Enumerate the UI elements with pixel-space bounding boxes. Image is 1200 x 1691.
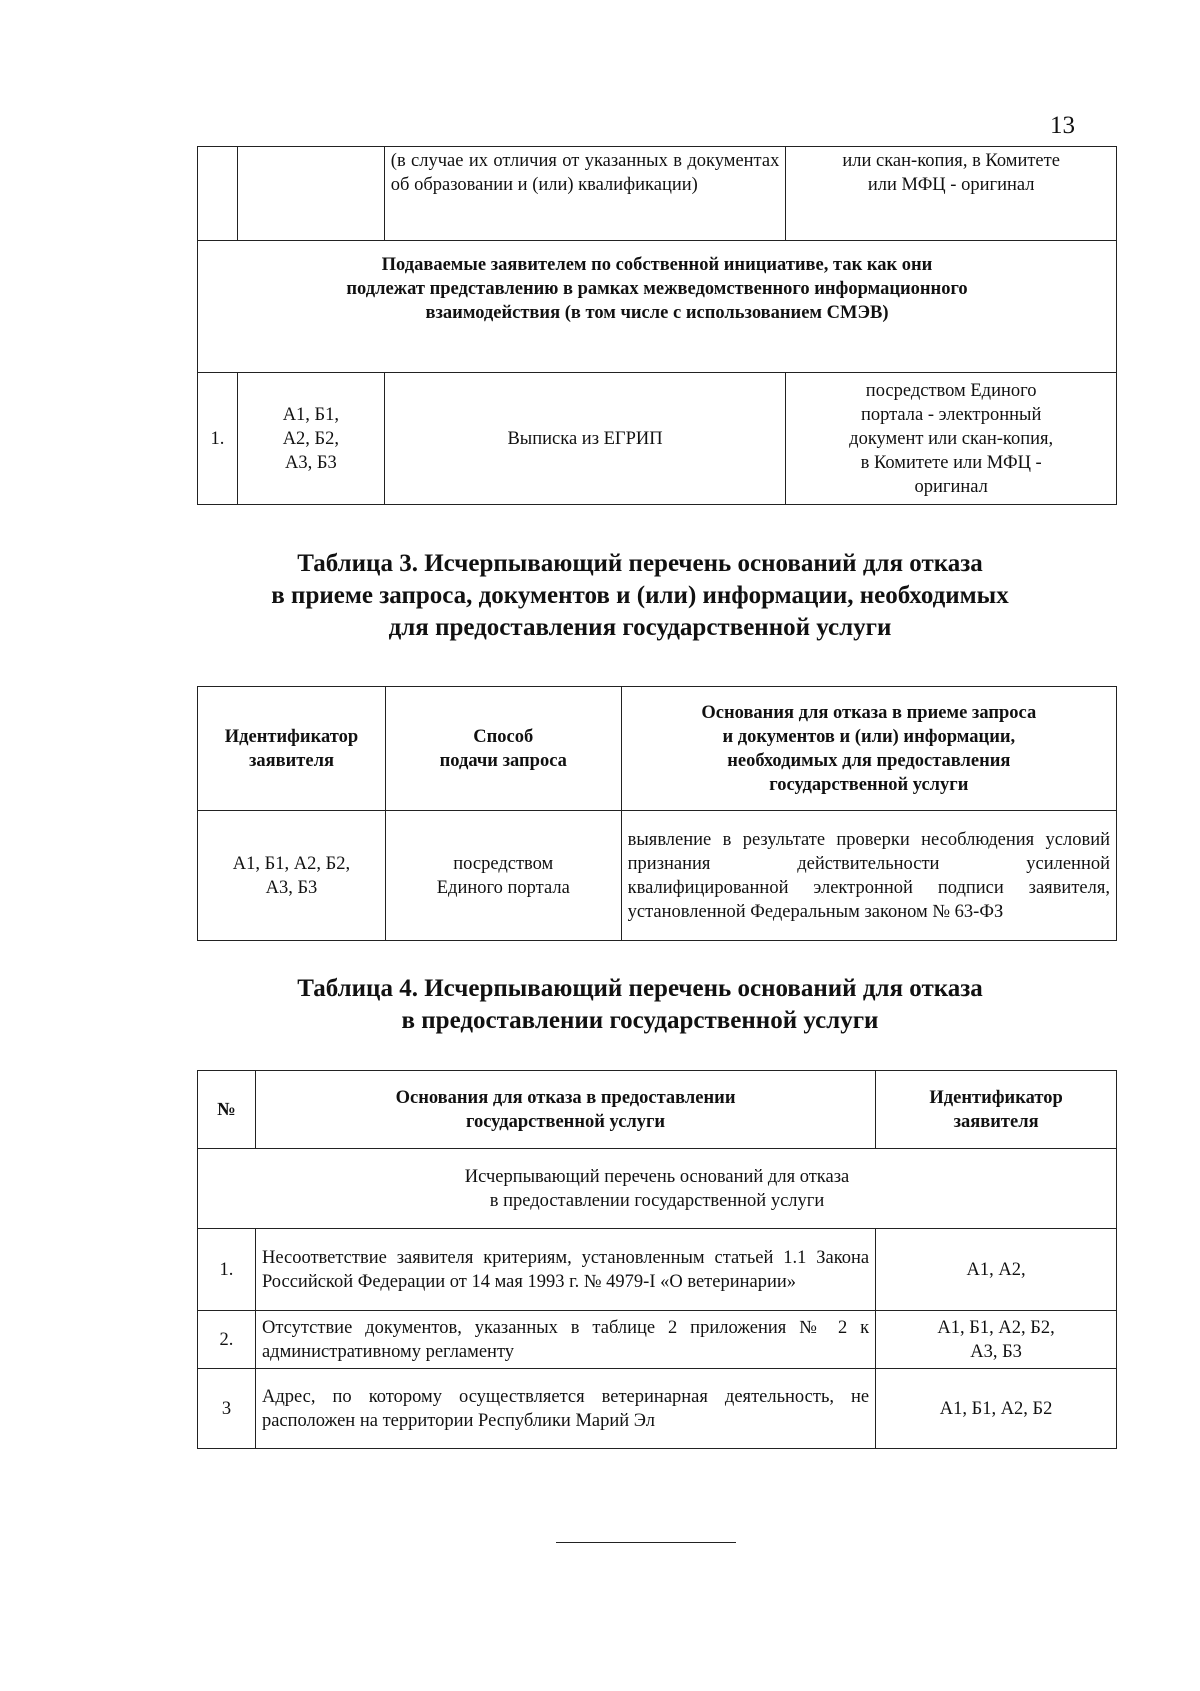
row-number: 1. [198, 1229, 256, 1311]
table3 [197, 686, 1117, 941]
table-row [198, 1311, 1117, 1369]
applicant-ids: А1, Б1, А2, Б2 [876, 1369, 1117, 1449]
table-row [198, 811, 1117, 941]
row-number: 1. [198, 373, 238, 505]
table3-title: Таблица 3. Исчерпывающий перечень оснований для отказа в приеме запроса, документов и (или) информации, необходимых для предоставления государственной услуги [271, 550, 1009, 641]
table-row [198, 373, 1117, 505]
header-refusal-grounds: Основания для отказа в предоставлении государственной услуги [255, 1071, 875, 1149]
header-refusal-grounds: Основания для отказа в приеме запроса и документов и (или) информации, необходимых для предоставления государственной услуги [621, 687, 1116, 811]
applicant-ids: А1, А2, [876, 1229, 1117, 1311]
table-header-row [198, 687, 1117, 811]
applicant-ids [237, 147, 384, 241]
document-name: (в случае их отличия от указанных в документах об образовании и (или) квалификации) [384, 147, 786, 241]
section-heading-row [198, 1149, 1117, 1229]
table-header-row [198, 1071, 1117, 1149]
table-row [198, 1229, 1117, 1311]
submission-method: посредством Единого портала - электронный документ или скан-копия, в Комитете или МФЦ - оригинал [786, 373, 1117, 505]
table4 [197, 1070, 1117, 1449]
header-applicant-id: Идентификатор заявителя [876, 1071, 1117, 1149]
page-number: 13 [1050, 112, 1075, 139]
table4-title: Таблица 4. Исчерпывающий перечень оснований для отказа в предоставлении государственной услуги [297, 975, 983, 1034]
refusal-ground: Несоответствие заявителя критериям, установленным статьей 1.1 Закона Российской Федерации от 14 мая 1993 г. № 4979-I «О ветеринарии» [255, 1229, 875, 1311]
closing-rule [556, 1542, 736, 1543]
applicant-ids: А1, Б1, А2, Б2, А3, Б3 [198, 811, 386, 941]
header-applicant-id: Идентификатор заявителя [198, 687, 386, 811]
section-heading-row [198, 241, 1117, 373]
table2-continued [197, 146, 1117, 505]
header-number: № [198, 1071, 256, 1149]
row-number: 3 [198, 1369, 256, 1449]
refusal-ground: Адрес, по которому осуществляется ветеринарная деятельность, не расположен на территории Республики Марий Эл [255, 1369, 875, 1449]
section-heading: Исчерпывающий перечень оснований для отказа в предоставлении государственной услуги [198, 1149, 1117, 1229]
applicant-ids: А1, Б1, А2, Б2, А3, Б3 [237, 373, 384, 505]
row-number: 2. [198, 1311, 256, 1369]
applicant-ids: А1, Б1, А2, Б2, А3, Б3 [876, 1311, 1117, 1369]
row-number [198, 147, 238, 241]
section-heading: Подаваемые заявителем по собственной инициативе, так как они подлежат представлению в рамках межведомственного информационного взаимодействия (в том числе с использованием СМЭВ) [198, 241, 1117, 373]
header-submission-method: Способ подачи запроса [385, 687, 621, 811]
submission-method: посредством Единого портала [385, 811, 621, 941]
refusal-ground: Отсутствие документов, указанных в таблице 2 приложения № 2 к административному регламенту [255, 1311, 875, 1369]
refusal-grounds: выявление в результате проверки несоблюдения условий признания действительности усиленной квалифицированной электронной подписи заявителя, установленной Федеральным законом № 63-ФЗ [621, 811, 1116, 941]
table-row [198, 1369, 1117, 1449]
submission-method: или скан-копия, в Комитете или МФЦ - оригинал [786, 147, 1117, 241]
document-name: Выписка из ЕГРИП [384, 373, 786, 505]
table-row [198, 147, 1117, 241]
